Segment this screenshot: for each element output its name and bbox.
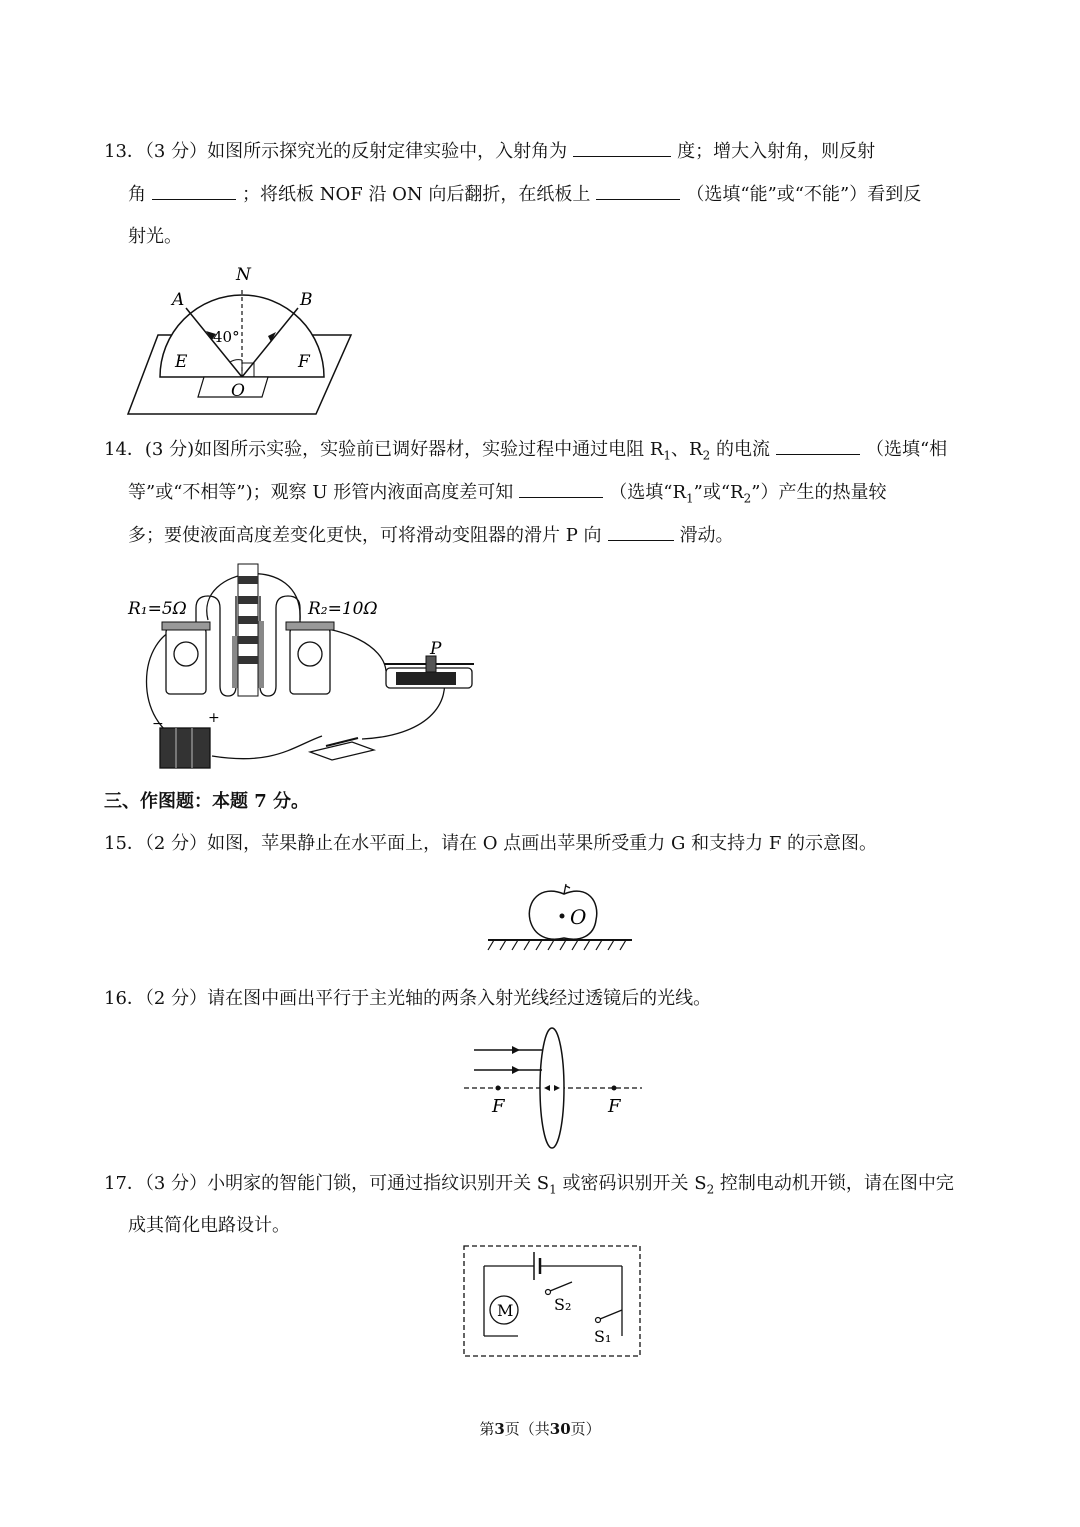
label-b: B: [300, 290, 313, 310]
section-heading: 三、作图题：本题 7 分。: [104, 791, 310, 812]
label-n: N: [236, 265, 251, 285]
subscript: 1: [663, 448, 672, 463]
q14-number: 14．: [104, 439, 145, 460]
switch-s2-blade: [550, 1282, 572, 1291]
convex-lens: [540, 1028, 564, 1148]
q17-line-1: [104, 1172, 954, 1202]
lens-figure: [464, 1024, 644, 1152]
q14-text: 的电流: [710, 439, 770, 460]
q13-text: （选填“能”或“不能”）看到反: [686, 184, 922, 205]
q17-text: 成其简化电路设计。: [128, 1215, 290, 1236]
q16-text: 16．（2 分）请在图中画出平行于主光轴的两条入射光线经过透镜后的光线。: [104, 988, 712, 1009]
focus-point: [496, 1086, 501, 1091]
scale-mark: [238, 636, 258, 644]
q13-line-1: [104, 138, 875, 164]
left-bulb: [174, 642, 198, 666]
subscript: 2: [743, 491, 752, 506]
q13-score: （3 分）: [144, 141, 208, 162]
subscript: 2: [706, 1182, 715, 1197]
scale-mark: [238, 656, 258, 664]
q13-line-2: [128, 181, 921, 207]
label-r1: R₁=5Ω: [128, 599, 187, 619]
label-m: M: [497, 1301, 514, 1320]
right-bulb: [298, 642, 322, 666]
answer-blank[interactable]: [776, 436, 860, 455]
switch-terminal: [546, 1290, 551, 1295]
q13-line-3: [128, 225, 182, 249]
label-f-right: F: [608, 1096, 621, 1117]
label-s1: S₁: [594, 1327, 612, 1346]
subscript: 1: [549, 1182, 557, 1197]
q13-text: 射光。: [128, 226, 182, 247]
switch-base: [310, 742, 374, 760]
q14-text: 滑动。: [679, 525, 734, 546]
joule-heating-figure: [124, 556, 476, 776]
answer-blank[interactable]: [608, 522, 674, 541]
subscript: 1: [686, 491, 694, 506]
scale-mark: [238, 596, 258, 604]
q14-text: （选填“相: [865, 439, 948, 460]
apple-figure: [484, 880, 636, 956]
q14-line-3: [128, 522, 734, 548]
q13-number: 13．: [104, 141, 145, 162]
label-r2: R₂=10Ω: [308, 599, 378, 619]
label-angle: 40°: [213, 328, 240, 346]
footer-text: 第: [479, 1420, 495, 1438]
label-p: P: [430, 639, 442, 659]
q17-text: 控制电动机开锁，请在图中完: [714, 1173, 954, 1194]
q15-text: 15．（2 分）如图，苹果静止在水平面上，请在 O 点画出苹果所受重力 G 和支持力 F 的示意图。: [104, 833, 878, 854]
wire: [212, 736, 322, 759]
q17-line-2: [128, 1214, 290, 1238]
scale-mark: [238, 616, 258, 624]
label-f: F: [298, 352, 310, 372]
subscript: 2: [702, 448, 711, 463]
q13-text: 角: [128, 184, 146, 205]
total-pages: 30: [549, 1420, 571, 1438]
q14-text: 多；要使液面高度差变化更快，可将滑动变阻器的滑片 P 向: [128, 525, 602, 546]
ground-hatch: [488, 940, 626, 950]
q14-text: 如图所示实验，实验前已调好器材，实验过程中通过电阻 R: [194, 439, 664, 460]
q13-text: 如图所示探究光的反射定律实验中，入射角为: [207, 141, 568, 162]
q14-text: （选填“R: [609, 482, 687, 503]
left-lid: [162, 622, 210, 630]
label-minus: −: [152, 716, 164, 732]
label-plus: +: [208, 710, 220, 726]
q17-text: 17．（3 分）小明家的智能门锁，可通过指纹识别开关 S: [104, 1173, 550, 1194]
label-a: A: [172, 290, 185, 310]
q14-score: (3 分): [144, 439, 195, 460]
rheostat-coil: [396, 672, 456, 685]
label-o: O: [570, 905, 587, 929]
q14-text: 、R: [671, 439, 703, 460]
label-s2: S₂: [554, 1295, 572, 1314]
q14-line-2: [128, 479, 886, 511]
answer-blank[interactable]: [596, 181, 680, 200]
scale-mark: [238, 576, 258, 584]
label-e: E: [175, 352, 188, 372]
right-lid: [286, 622, 334, 630]
q14-text: 等”或“不相等”)；观察 U 形管内液面高度差可知: [128, 482, 514, 503]
arrow-icon: [512, 1066, 520, 1074]
footer-text: 页（共: [504, 1420, 550, 1438]
circuit-figure: [462, 1244, 642, 1360]
switch-s1-blade: [600, 1310, 622, 1319]
page-number: 3: [494, 1420, 505, 1438]
q17-text: 或密码识别开关 S: [556, 1173, 707, 1194]
label-f-left: F: [492, 1096, 505, 1117]
focus-point: [612, 1086, 617, 1091]
switch-terminal: [596, 1318, 601, 1323]
q14-line-1: [104, 436, 947, 468]
q13-text: ；将纸板 NOF 沿 ON 向后翻折，在纸板上: [242, 184, 591, 205]
point-o: [560, 914, 565, 919]
answer-blank[interactable]: [152, 181, 236, 200]
reflection-figure: [126, 260, 356, 420]
page-footer: [0, 1418, 1080, 1439]
q14-text: ”或“R: [693, 482, 744, 503]
label-o: O: [231, 381, 245, 401]
battery: [160, 728, 210, 768]
q14-text: ”）产生的热量较: [751, 482, 887, 503]
q13-text: 度；增大入射角，则反射: [677, 141, 876, 162]
footer-text: 页）: [570, 1420, 601, 1438]
answer-blank[interactable]: [519, 479, 603, 498]
dashed-box: [464, 1246, 640, 1356]
answer-blank[interactable]: [573, 138, 671, 157]
arrow-icon: [512, 1046, 520, 1054]
